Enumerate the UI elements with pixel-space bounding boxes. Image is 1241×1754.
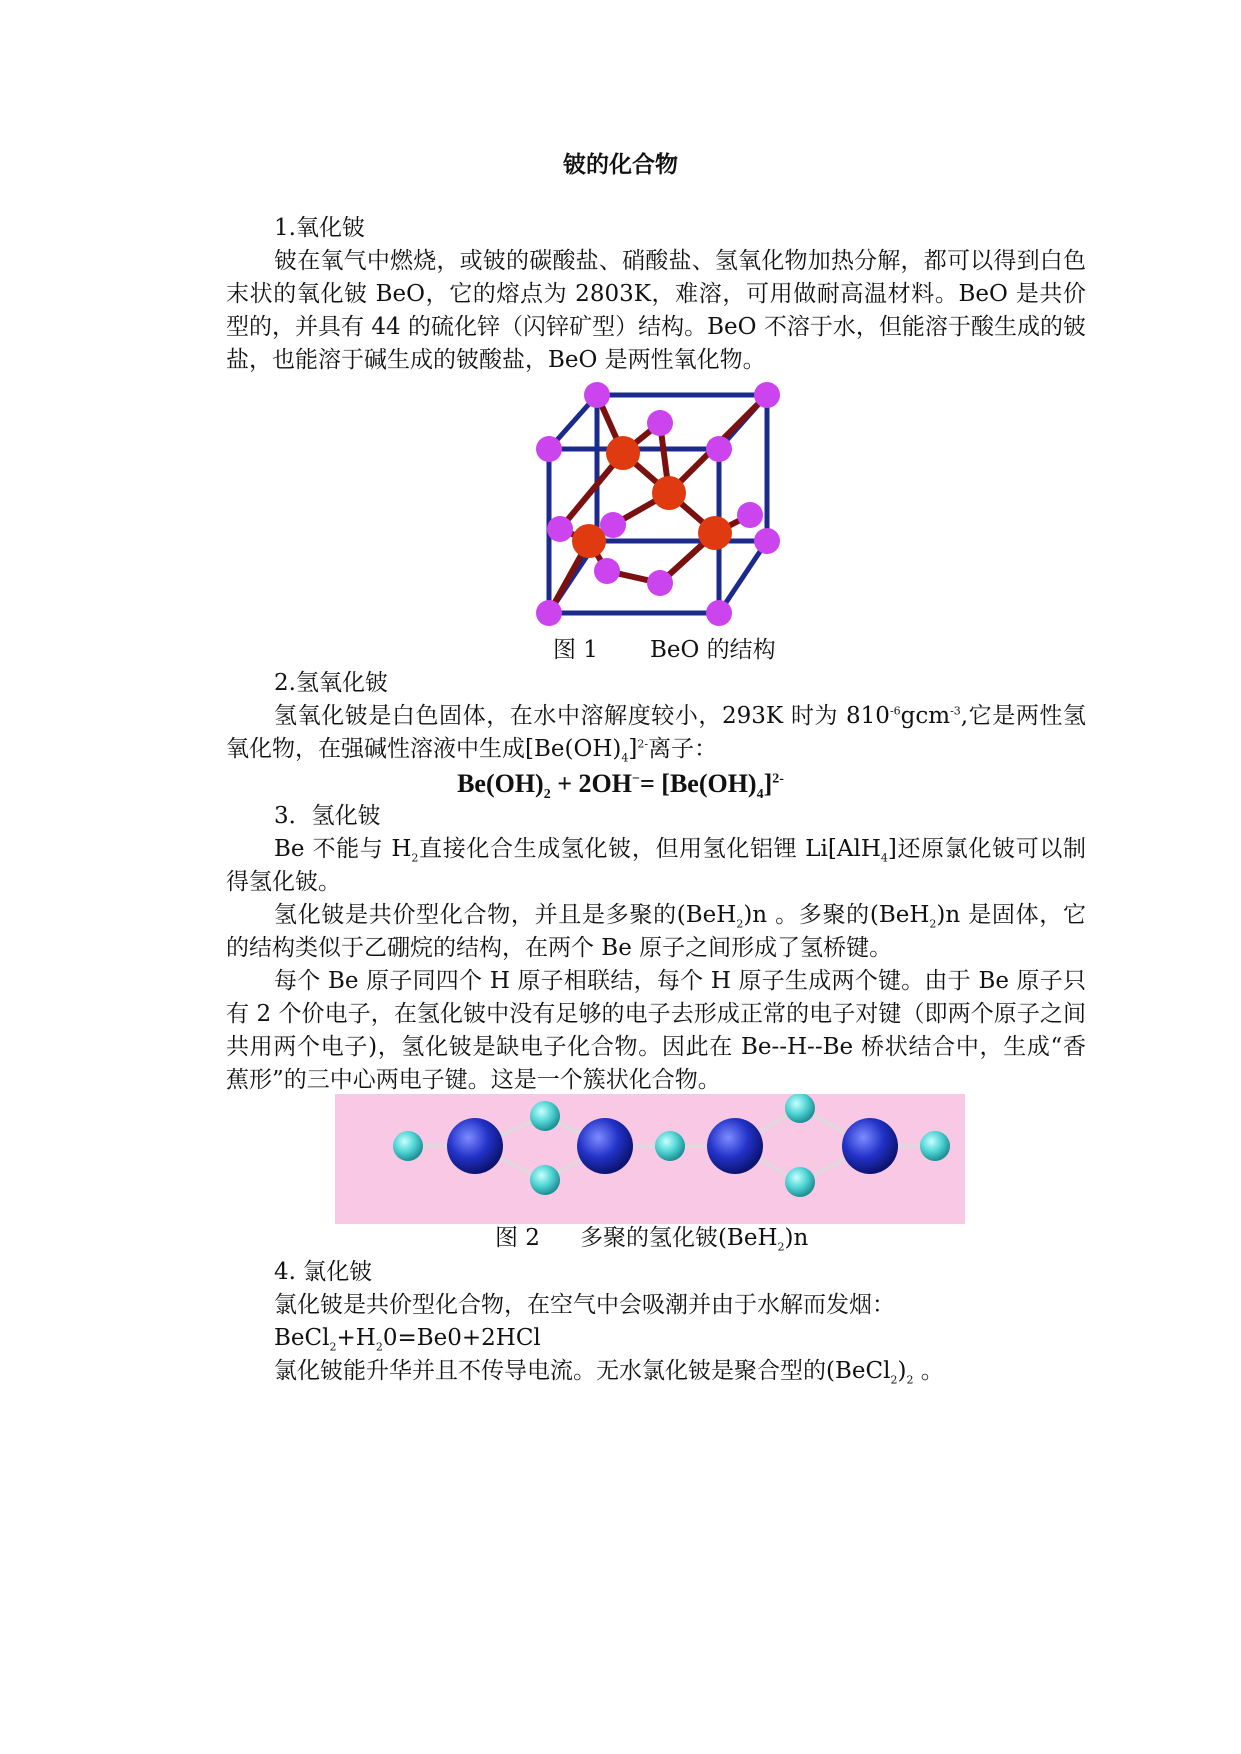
section-1-paragraph: 铍在氧气中燃烧，或铍的碳酸盐、硝酸盐、氢氧化物加热分解，都可以得到白色末状的氧化铍 BeO，它的熔点为 2803K，难溶，可用做耐高温材料。BeO 是共价型的，并具有 44 的硫化锌（闪锌矿型）结构。BeO 不溶于水，但能溶于酸生成的铍盐，也能溶于碱生成的铍酸盐，BeO 是两性氧化物。: [226, 248, 1086, 373]
section-4-heading: 4. 氯化铍: [274, 1259, 373, 1285]
section-1-heading: 1.氧化铍: [274, 215, 365, 241]
figure-1-caption: [553, 634, 776, 667]
figure-1-title: BeO 的结构: [649, 637, 776, 663]
section-3-paragraph-2: 氢化铍是共价型化合物，并且是多聚的(BeH$_2$)n 。多聚的(BeH$_2$)n 是固体，它的结构类似于乙硼烷的结构，在两个 Be 原子之间形成了氢桥键。: [226, 902, 1086, 961]
section-4-paragraph-2: 氯化铍能升华并且不传导电流。无水氯化铍是聚合型的$(BeCl_2)_2$ 。: [274, 1358, 944, 1387]
section-3-paragraph-1: Be 不能与 $H_2$直接化合生成氢化铍，但用氢化铝锂 Li[AlH$_4$]还原氯化铍可以制得氢化铍。: [226, 836, 1086, 895]
section-3-heading: 3．氢化铍: [274, 803, 381, 829]
figure-2-caption: 图 2 多聚的氢化铍(BeH$_2$)n: [495, 1225, 809, 1254]
section-4-paragraph-1: 氯化铍是共价型化合物，在空气中会吸潮并由于水解而发烟：: [274, 1292, 895, 1318]
beoh2-equation: $Be(OH)_2 + 2OH^-= [Be(OH)_4]^{2-}$: [457, 769, 784, 803]
becl2-hydrolysis-reaction: $BeCl_2+H_20=Be0+2HCl$: [274, 1325, 541, 1354]
page-title: 铍的化合物: [563, 152, 678, 178]
figure-2-number: 图 2: [495, 1225, 540, 1251]
figure-1-number: 图 1: [553, 637, 598, 663]
section-3-paragraph-3: 每个 Be 原子同四个 H 原子相联结，每个 H 原子生成两个键。由于 Be 原子只有 2 个价电子，在氢化铍中没有足够的电子去形成正常的电子对键（即两个原子之间共用两个电子)，氢化铍是缺电子化合物。因此在 Be--H--Be 桥状结合中，生成“香蕉形”的三中心两电子键。这是一个簇状化合物。: [226, 968, 1086, 1093]
section-2-paragraph: 氢氧化铍是白色固体，在水中溶解度较小，293K 时为 $810^{-6}gcm^{-3}$,它是两性氢氧化物，在强碱性溶液中生成$[Be(OH)_4]^{2-}$离子：: [226, 703, 1087, 765]
beo-structure-figure: [525, 375, 795, 640]
beh2-polymer-figure: [335, 1094, 965, 1224]
section-2-heading: 2.氢氧化铍: [274, 670, 388, 696]
